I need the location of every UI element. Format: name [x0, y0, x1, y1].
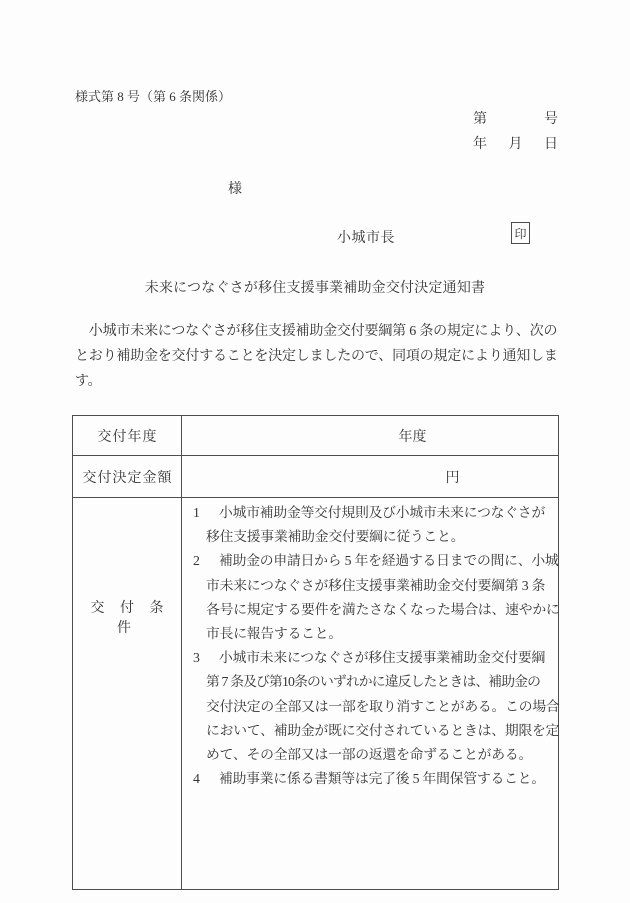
- body-line: 小城市未来につなぐさが移住支援補助金交付要綱第 6 条の規定により、次の: [75, 324, 558, 339]
- date-day-label: 日: [544, 137, 558, 152]
- condition-line: において、補助金が既に交付されているときは、期限を定: [206, 722, 560, 738]
- condition-line: 第 7 条及び第10条のいずれかに違反したときは、補助金の: [206, 674, 541, 690]
- condition-line: 移住支援事業補助金交付要綱に従うこと。: [206, 529, 465, 545]
- body-line: す。: [75, 374, 102, 389]
- table-row-grant-year: [73, 416, 559, 456]
- grant-year-label: 交付年度: [73, 416, 182, 456]
- condition-line: 市未来につなぐさが移住支援事業補助金交付要綱第 3 条: [206, 577, 546, 593]
- doc-number-suffix: 号: [544, 112, 558, 127]
- date-year-label: 年: [473, 137, 487, 152]
- conditions-content: [182, 498, 559, 890]
- date-field: [473, 133, 558, 153]
- document-number-field: [473, 108, 558, 128]
- condition-item: [193, 501, 558, 549]
- date-month-label: 月: [508, 137, 523, 152]
- seal-stamp-box: [511, 222, 530, 244]
- condition-line: 市長に報告すること。: [206, 626, 342, 642]
- document-title: 未来につなぐさが移住支援事業補助金交付決定通知書: [144, 281, 486, 296]
- condition-item: [193, 549, 558, 646]
- table-row-conditions: [73, 498, 559, 890]
- body-line: とおり補助金を交付することを決定しましたので、同項の規定により通知しま: [75, 349, 558, 364]
- doc-number-prefix: 第: [473, 112, 487, 127]
- condition-line: 各号に規定する要件を満たさなくなった場合は、速やかに: [206, 601, 560, 617]
- table-row-grant-amount: [73, 456, 559, 498]
- conditions-label: 交 付 条 件: [73, 498, 182, 890]
- condition-item: [193, 767, 558, 791]
- sender-title: 小城市長: [337, 231, 395, 246]
- grant-amount-label: 交付決定金額: [73, 456, 182, 498]
- addressee-honorific: 様: [228, 182, 242, 197]
- condition-line: 補助金の申請日から 5 年を経過する日までの間に、小城: [219, 553, 559, 569]
- condition-item: [193, 646, 558, 767]
- condition-line: 小城市未来につなぐさが移住支援事業補助金交付要綱: [219, 650, 546, 666]
- condition-number: 2: [193, 553, 200, 569]
- condition-line: 交付決定の全部又は一部を取り消すことがある。この場合: [206, 698, 560, 714]
- condition-line: 小城市補助金等交付規則及び小城市未来につなぐさが: [219, 505, 546, 520]
- condition-line: 補助事業に係る書類等は完了後 5 年間保管すること。: [219, 771, 545, 787]
- condition-number: 3: [193, 650, 200, 666]
- condition-number: 4: [193, 771, 200, 787]
- grant-decision-table: [72, 415, 559, 890]
- body-paragraph: [75, 319, 558, 394]
- seal-icon: 印: [514, 226, 527, 241]
- form-number-line: 様式第 8 号（第 6 条関係）: [75, 89, 232, 104]
- grant-year-value: 年度: [182, 416, 559, 456]
- grant-amount-value: 円: [182, 456, 559, 498]
- condition-line: めて、その全部又は一部の返還を命ずることがある。: [206, 747, 533, 763]
- condition-number: 1: [193, 505, 200, 520]
